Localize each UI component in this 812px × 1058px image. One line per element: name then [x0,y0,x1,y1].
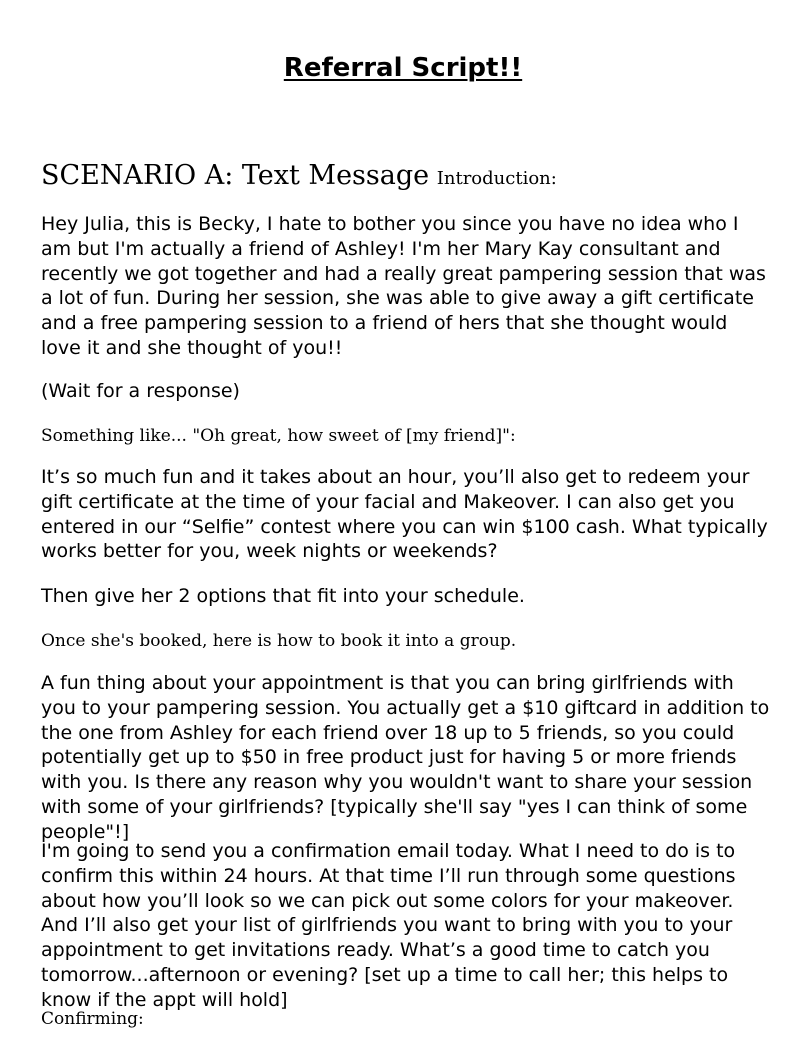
scenario-heading [41,158,781,194]
fun-paragraph: It’s so much fun and it takes about an hour, you’ll also get to redeem your gift certificate at the time of your facial and Makeover. I can also get you entered in our “Selfie” contest where you can win $100 cash. What typically works better for you, week nights or weekends? [41,466,768,563]
intro-paragraph: Hey Julia, this is Becky, I hate to bother you since you have no idea who I am but I'm actually a friend of Ashley! I'm her Mary Kay consultant and recently we got together and had a really great pampering session that was a lot of fun. During her session, she was able to give away a gift certificate and a free pampering session to a friend of hers that she thought would love it and she thought of you!! [41,213,766,359]
scenario-heading-text: SCENARIO A: Text Message [41,160,430,191]
something-like-paragraph: Something like... "Oh great, how sweet of [my friend]": [41,426,516,446]
booked-paragraph: Once she's booked, here is how to book it into a group. [41,631,517,651]
group-paragraph: A fun thing about your appointment is that you can bring girlfriends with you to your pampering session. You actually get a $10 giftcard in addition to the one from Ashley for each friend over 18 up to 5 friends, so you could potentially get up to $50 in free product just for having 5 or more friends with you. Is there any reason why you wouldn't want to share your session with some of your girlfriends? [typically she'll say "yes I can think of some people"!] [41,672,770,843]
wait-paragraph: (Wait for a response) [41,380,240,402]
confirmation-paragraph: I'm going to send you a confirmation email today. What I need to do is to confirm this within 24 hours. At that time I’ll run through some questions about how you’ll look so we can pick out some colors for your makeover. And I’ll also get your list of girlfriends you want to bring with you to your appointment to get invitations ready. What’s a good time to catch you tomorrow...afternoon or evening? [set up a time to call her; this helps to know if the appt will hold] [41,840,736,1011]
document-title: Referral Script!! [283,53,523,83]
scenario-subheading: Introduction: [436,168,557,189]
confirming-label: Confirming: [41,1009,144,1029]
options-paragraph: Then give her 2 options that fit into your schedule. [41,585,525,607]
